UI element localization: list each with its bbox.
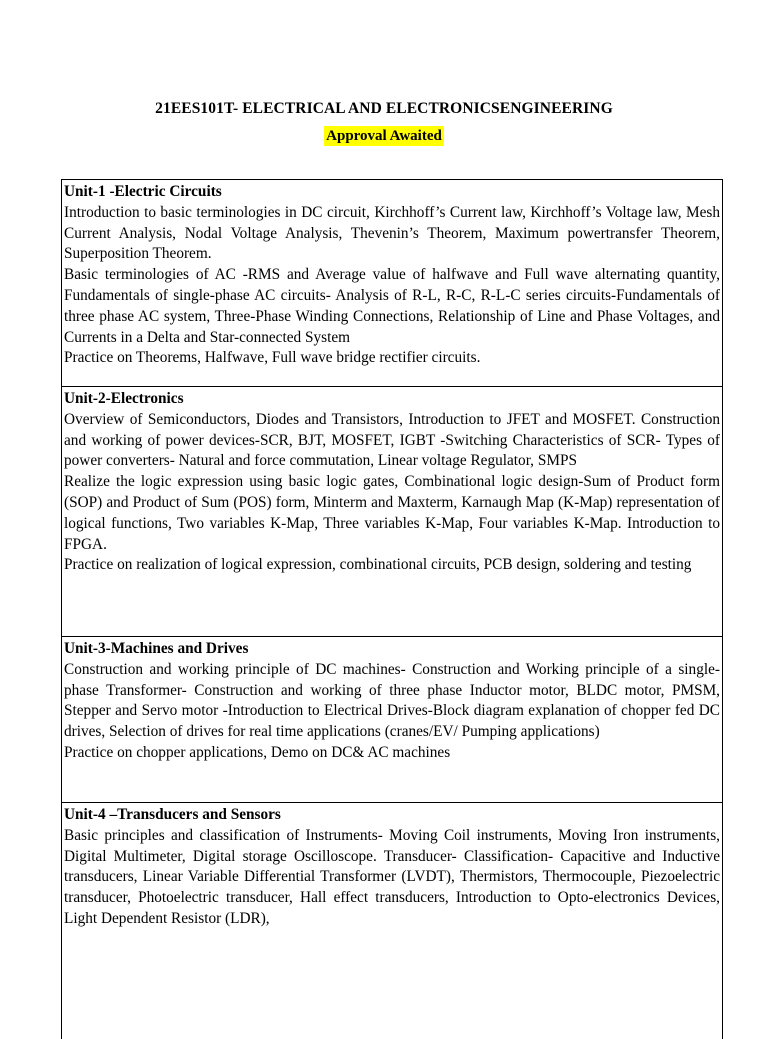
unit-paragraph: Practice on Theorems, Halfwave, Full wave bridge rectifier circuits.: [64, 349, 481, 367]
unit-title: Unit-1 -Electric Circuits: [64, 183, 222, 200]
unit-3-cell: [62, 636, 722, 764]
unit-paragraph: Overview of Semiconductors, Diodes and Transistors, Introduction to JFET and MOSFET. Construction and working of power devices-SCR, BJT, MOSFET, IGBT -Switching Characteristics of SCR- Types of power converters- Natural and force commutation, Linear voltage Regulator, SMPS: [64, 410, 720, 470]
syllabus-table: [61, 179, 723, 1039]
unit-2-cell: [62, 386, 722, 576]
unit-4-cell: [62, 802, 722, 930]
unit-paragraph: Introduction to basic terminologies in DC circuit, Kirchhoff’s Current law, Kirchhoff’s Voltage law, Mesh Current Analysis, Nodal Voltage Analysis, Thevenin’s Theorem, Maximum powertransfer Theorem, Superposition Theorem.: [64, 203, 720, 263]
unit-paragraph: Realize the logic expression using basic logic gates, Combinational logic design-Sum of Product form (SOP) and Product of Sum (POS) form, Minterm and Maxterm, Karnaugh Map (K-Map) representation of logical functions, Two variables K-Map, Three variables K-Map, Four variables K-Map. Introduction to FPGA.: [64, 473, 720, 553]
unit-paragraph: Practice on realization of logical expression, combinational circuits, PCB design, soldering and testing: [64, 556, 692, 574]
unit-paragraph: Practice on chopper applications, Demo on DC& AC machines: [64, 743, 451, 761]
unit-title: Unit-4 –Transducers and Sensors: [64, 806, 281, 823]
document-header: [0, 98, 768, 146]
approval-status-badge: Approval Awaited: [326, 128, 442, 144]
unit-paragraph: Construction and working principle of DC machines- Construction and Working principle of a single-phase Transformer- Construction and working of three phase Inductor motor, BLDC motor, PMSM, Stepper and Servo motor -Introduction to Electrical Drives-Block diagram explanation of chopper fed DC drives, Selection of drives for real time applications (cranes/EV/ Pumping applications): [64, 660, 720, 741]
unit-title: Unit-2-Electronics: [64, 390, 184, 407]
unit-title: Unit-3-Machines and Drives: [64, 640, 249, 657]
unit-paragraph: Basic principles and classification of Instruments- Moving Coil instruments, Moving Iron instruments, Digital Multimeter, Digital storage Oscilloscope. Transducer- Classification- Capacitive and Inductive transducers, Linear Variable Differential Transformer (LVDT), Thermistors, Thermocouple, Piezoelectric transducer, Photoelectric transducer, Hall effect transducers, Introduction to Opto-electronics Devices, Light Dependent Resistor (LDR),: [64, 826, 720, 927]
unit-paragraph: Basic terminologies of AC -RMS and Average value of halfwave and Full wave alternating quantity, Fundamentals of single-phase AC circuits- Analysis of R-L, R-C, R-L-C series circuits-Fundamentals of three phase AC system, Three-Phase Winding Connections, Relationship of Line and Phase Voltages, and Currents in a Delta and Star-connected System: [64, 266, 720, 346]
unit-1-cell: [62, 179, 722, 369]
course-title: 21EES101T- ELECTRICAL AND ELECTRONICSENGINEERING: [155, 100, 613, 117]
